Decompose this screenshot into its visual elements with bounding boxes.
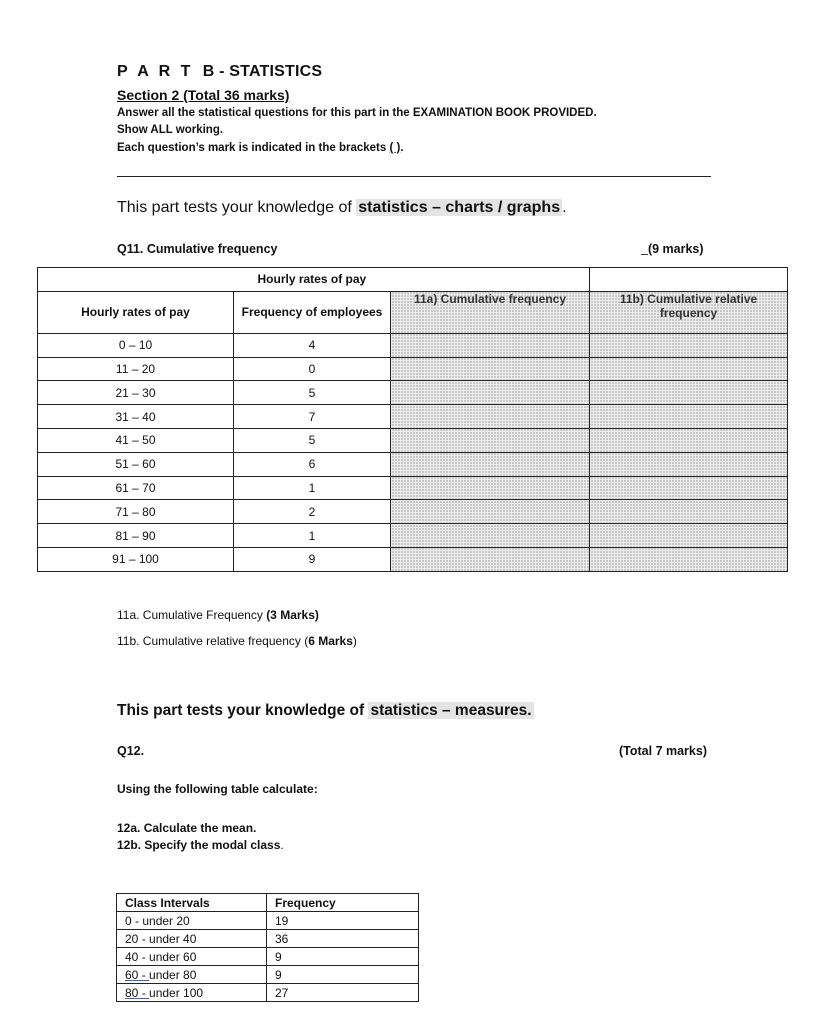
- instruction-3: [117, 142, 404, 154]
- part2-lead-highlight: statistics – measures.: [370, 702, 532, 719]
- q12-table-body: [117, 912, 419, 1002]
- q12-interval-sep: -: [138, 931, 150, 946]
- q11-frequency-cell: 5: [234, 381, 391, 405]
- q11-table-row: [38, 524, 788, 548]
- q11-note-a-marks: (3 Marks): [266, 608, 319, 622]
- q11-note-b-text: 11b. Cumulative relative frequency (: [117, 634, 309, 648]
- q11-cumrel-answer-cell[interactable]: [590, 476, 788, 500]
- q11-frequency-cell: 7: [234, 405, 391, 429]
- q11-range-cell: 0 – 10: [38, 333, 234, 357]
- q11-cumfreq-answer-cell[interactable]: [391, 333, 590, 357]
- part-title: [117, 63, 322, 81]
- part1-lead-end: .: [562, 199, 567, 216]
- q11-table-row: [38, 428, 788, 452]
- q12-item-b: [117, 838, 284, 852]
- q12-col-frequency-header: Frequency: [267, 894, 419, 912]
- q12-interval-high: under 100: [149, 985, 204, 1000]
- q11-frequency-cell: 2: [234, 500, 391, 524]
- q11-note-b-close: ): [352, 634, 357, 648]
- q11-note-b-marks: 6 Marks: [308, 634, 353, 648]
- q11-table-row: [38, 500, 788, 524]
- q11-col-frequency-header: Frequency of employees: [234, 291, 391, 333]
- q11-range-cell: 21 – 30: [38, 381, 234, 405]
- q12-interval-high: under 60: [149, 949, 197, 964]
- q12-interval-low: 40: [125, 949, 139, 964]
- part-title-b: B - STATISTICS: [202, 63, 323, 80]
- instruction-2: Show ALL working.: [117, 124, 224, 136]
- q11-range-cell: 11 – 20: [38, 357, 234, 381]
- q12-frequency-cell: 9: [267, 948, 419, 966]
- q11-cumfreq-answer-cell[interactable]: [391, 405, 590, 429]
- q11-note-a-text: 11a. Cumulative Frequency: [117, 608, 267, 622]
- q11-note-a: [117, 608, 319, 622]
- part1-lead: [117, 199, 567, 217]
- q12-interval-cell: [117, 948, 267, 966]
- q12-table: [116, 893, 419, 1002]
- q11-table-row: [38, 452, 788, 476]
- q11-marks-value: (9 marks): [647, 242, 704, 256]
- q11-frequency-cell: 5: [234, 428, 391, 452]
- q11-title: Q11. Cumulative frequency: [117, 242, 278, 256]
- q11-range-cell: 91 – 100: [38, 547, 234, 571]
- q11-cumrel-answer-cell[interactable]: [590, 428, 788, 452]
- q11-table-body: [38, 333, 788, 571]
- q11-table-row: [38, 476, 788, 500]
- q12-table-row: [117, 984, 419, 1002]
- instruction-3-brackets: ( ): [389, 142, 401, 154]
- section-title: Section 2 (Total 36 marks): [117, 87, 290, 103]
- q12-interval-high: under 80: [149, 967, 197, 982]
- part-title-a: P A R T: [117, 63, 194, 80]
- q12-table-row: [117, 912, 419, 930]
- q11-frequency-cell: 0: [234, 357, 391, 381]
- q11-frequency-cell: 1: [234, 524, 391, 548]
- q11-cumrel-answer-cell[interactable]: [590, 452, 788, 476]
- q11-frequency-cell: 1: [234, 476, 391, 500]
- q12-table-row: [117, 966, 419, 984]
- q11-cumrel-answer-cell[interactable]: [590, 333, 788, 357]
- q11-col-cumrel-header: 11b) Cumulative relative frequency: [590, 291, 788, 333]
- q11-range-cell: 71 – 80: [38, 500, 234, 524]
- q11-empty-header: [590, 268, 788, 292]
- q11-cumrel-answer-cell[interactable]: [590, 357, 788, 381]
- q11-table-row: [38, 333, 788, 357]
- q12-interval-low: 80: [125, 985, 139, 1000]
- q12-interval-cell: [117, 984, 267, 1002]
- q12-interval-high: under 20: [142, 913, 190, 928]
- q12-interval-cell: [117, 930, 267, 948]
- q12-table-row: [117, 930, 419, 948]
- q12-interval-cell: [117, 966, 267, 984]
- q12-frequency-cell: 27: [267, 984, 419, 1002]
- q12-interval-low: 60: [125, 967, 139, 982]
- q11-cumrel-answer-cell[interactable]: [590, 405, 788, 429]
- q12-frequency-cell: 36: [267, 930, 419, 948]
- q11-cumfreq-answer-cell[interactable]: [391, 500, 590, 524]
- part2-lead-text: This part tests your knowledge of: [117, 702, 369, 719]
- header-divider: [117, 176, 711, 177]
- q12-instruction: Using the following table calculate:: [117, 782, 318, 796]
- part1-lead-highlight: statistics – charts / graphs: [358, 199, 561, 216]
- q12-interval-cell: [117, 912, 267, 930]
- q12-col-interval-header: Class Intervals: [117, 894, 267, 912]
- q11-cumfreq-answer-cell[interactable]: [391, 547, 590, 571]
- q11-cumrel-answer-cell[interactable]: [590, 381, 788, 405]
- q12-interval-sep: -: [138, 967, 150, 982]
- q11-group-header: Hourly rates of pay: [234, 268, 590, 292]
- q11-table: [37, 267, 788, 572]
- q11-marks-prefix: _: [641, 242, 648, 256]
- q11-frequency-cell: 6: [234, 452, 391, 476]
- q11-range-cell: 81 – 90: [38, 524, 234, 548]
- part1-lead-text: This part tests your knowledge of: [117, 199, 357, 216]
- q12-interval-sep: -: [138, 985, 150, 1000]
- q11-cumfreq-answer-cell[interactable]: [391, 476, 590, 500]
- q12-interval-high: under 40: [149, 931, 197, 946]
- q12-item-b-end: .: [280, 838, 284, 852]
- q11-range-cell: 41 – 50: [38, 428, 234, 452]
- q11-frequency-cell: 4: [234, 333, 391, 357]
- q11-col-range-header: Hourly rates of pay: [38, 291, 234, 333]
- instruction-3-text: Each question’s mark is indicated in the brackets: [117, 142, 390, 154]
- q11-range-cell: 31 – 40: [38, 405, 234, 429]
- q12-interval-low: 20: [125, 931, 139, 946]
- q12-title: Q12.: [117, 744, 145, 758]
- q11-table-row: [38, 547, 788, 571]
- q11-cumrel-answer-cell[interactable]: [590, 500, 788, 524]
- q11-cumrel-answer-cell[interactable]: [590, 547, 788, 571]
- q11-table-row: [38, 405, 788, 429]
- q11-marks: [641, 242, 704, 256]
- q12-interval-sep: -: [138, 949, 150, 964]
- q11-cumfreq-answer-cell[interactable]: [391, 452, 590, 476]
- part2-lead: [117, 702, 534, 720]
- q11-cumfreq-answer-cell[interactable]: [391, 524, 590, 548]
- q12-frequency-cell: 9: [267, 966, 419, 984]
- q12-table-row: [117, 948, 419, 966]
- q12-item-a: 12a. Calculate the mean.: [117, 821, 257, 835]
- q11-table-row: [38, 381, 788, 405]
- q11-col-cumfreq-header: 11a) Cumulative frequency: [391, 291, 590, 333]
- instruction-1: Answer all the statistical questions for this part in the EXAMINATION BOOK PROVIDED.: [117, 107, 597, 119]
- q11-note-b: [117, 634, 357, 648]
- q11-corner-cell: [38, 268, 234, 292]
- q11-cumfreq-answer-cell[interactable]: [391, 428, 590, 452]
- q12-interval-low: 0: [125, 913, 132, 928]
- q12-frequency-cell: 19: [267, 912, 419, 930]
- q11-cumfreq-answer-cell[interactable]: [391, 357, 590, 381]
- q12-marks: (Total 7 marks): [619, 744, 707, 758]
- q11-range-cell: 51 – 60: [38, 452, 234, 476]
- q11-frequency-cell: 9: [234, 547, 391, 571]
- q11-range-cell: 61 – 70: [38, 476, 234, 500]
- instruction-3-end: .: [400, 142, 404, 154]
- q11-cumrel-answer-cell[interactable]: [590, 524, 788, 548]
- q12-item-b-text: 12b. Specify the modal class: [117, 838, 281, 852]
- q12-interval-sep: -: [131, 913, 143, 928]
- q11-table-row: [38, 357, 788, 381]
- q11-cumfreq-answer-cell[interactable]: [391, 381, 590, 405]
